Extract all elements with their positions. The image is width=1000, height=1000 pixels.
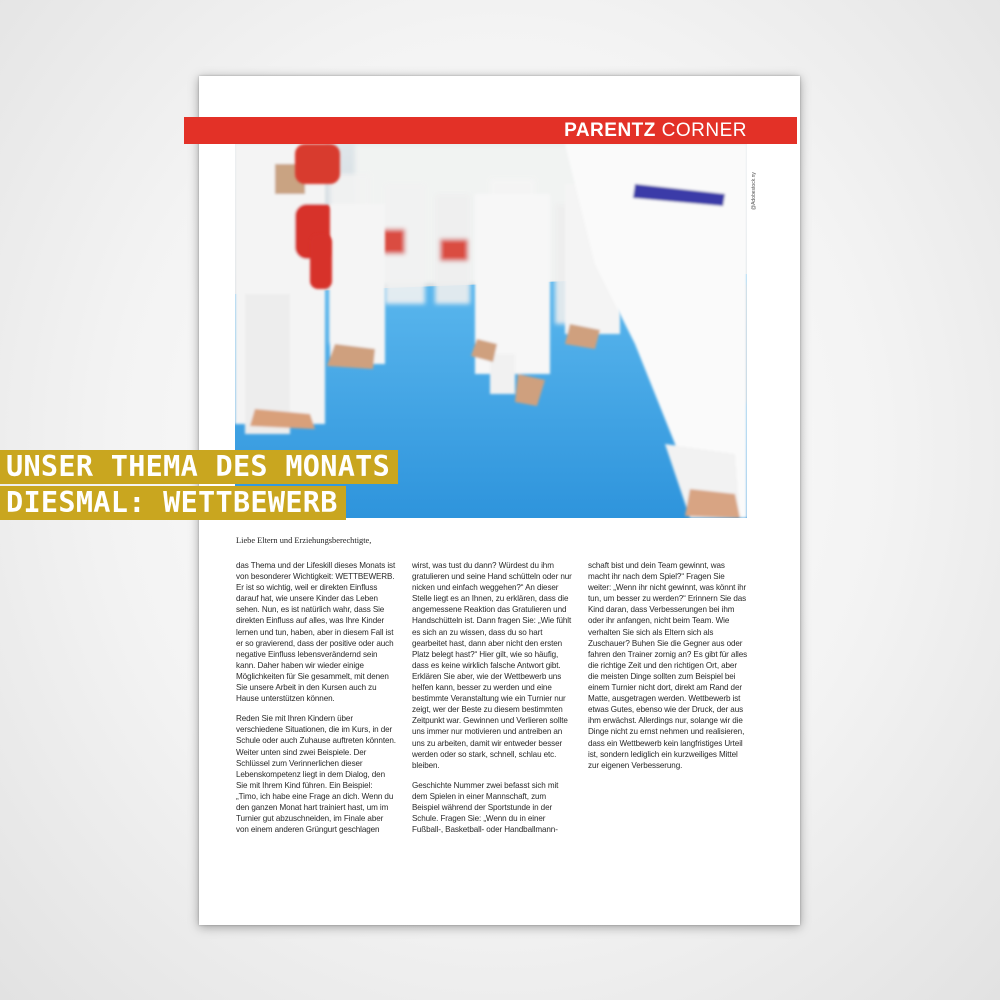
paragraph: Geschichte Nummer zwei befasst sich mit dem Spielen in einer Mannschaft, zum Beispiel während der Sportstunde in der Schule. Fragen Sie: „Wenn du in einer Fußball-, Basketball- oder Handballmann-	[412, 780, 559, 835]
paragraph: schaft bist und dein Team gewinnt, was macht ihr nach dem Spiel?“ Fragen Sie weiter: „Wenn ihr nicht gewinnt, was könnt ihr tun, um besser zu werden?“ Erinnern Sie das Kind daran, dass Verbesserungen bei ihm oder ihr anfangen, nicht beim Team. Wie verhalten Sie sich als Eltern sich als Zuschauer? Buhen Sie die Gegner aus oder fahren den Trainer zornig an? Es gibt für alles die richtige Zeit und den richtigen Ort, aber die meisten Dinge sollten zum Beispiel bei einem Turnier nicht dort, direkt am Rand der Matte, ausgetragen werden. Wettbewerb ist etwas Gutes, ebenso wie der Druck, der aus ihm erwächst. Allerdings nur, solange wir die Dinge nicht zu ernst nehmen und realisieren, dass ein Wettbewerb kein langfristiges Urteil ist, sondern lediglich ein kurzweiliges Mittel zur eigenen Verbesserung.	[588, 561, 748, 770]
paragraph: das Thema und der Lifeskill dieses Monats ist von besonderer Wichtigkeit: WETTBEWERB. Er ist so wichtig, weil er direkten Einfluss darauf hat, wie unsere Kinder das Leben sehen. Nun, es ist natürlich wahr, dass Sie direkten Einfluss auf alles, was Ihre Kinder lernen und tun, haben, aber in diesem Fall ist er so gravierend, dass der positive oder auch negative Einfluss lebensverändernd sein kann. Daher haben wir wieder einige Möglichkeiten für Sie gesammelt, mit denen Sie unsere Arbeit in den Kursen auch zu Hause unterstützen können.	[236, 561, 396, 704]
banner-title-bold: PARENTZ	[564, 120, 656, 141]
headline-line-1: UNSER THEMA DES MONATS	[0, 450, 398, 484]
banner-title-light: CORNER	[661, 120, 747, 141]
section-banner	[184, 117, 797, 144]
text-column-2	[412, 560, 572, 844]
greeting: Liebe Eltern und Erziehungsberechtigte,	[236, 536, 372, 545]
paragraph: wirst, was tust du dann? Würdest du ihm gratulieren und seine Hand schütteln oder nur nicken und einfach weggehen?“ An dieser Stelle liegt es an Ihnen, zu erklären, dass die angemessene Reaktion das Gratulieren und Handschütteln ist. Dann fragen Sie: „Wie fühlt es sich an zu wissen, dass du so hart gearbeitet hast, dann aber nicht den ersten Platz belegt hast?“ Hier gilt, wie so häufig, dass es keine wirklich falsche Antwort gibt. Erklären Sie aber, wie der Wettbewerb uns helfen kann, besser zu werden und eine bestimmte Veranstaltung wie ein Turnier nur zeigt, wer der Beste zu diesem bestimmten Zeitpunkt war. Gewinnen und Verlieren sollte uns immer nur motivieren und antreiben an uns zu arbeiten, damit wir entweder besser werden oder so stark, schnell, schlau etc. bleiben.	[412, 561, 572, 770]
text-column-3	[588, 560, 748, 780]
paragraph: Reden Sie mit Ihren Kindern über verschiedene Situationen, die im Kurs, in der Schule oder auch Zuhause auftreten könnten. Weiter unten sind zwei Beispiele. Der Schlüssel zum Verinnerlichen dieser Lebenskompetenz liegt in dem Dialog, den Sie mit Ihrem Kind führen. Ein Beispiel: „Timo, ich habe eine Frage an dich. Wenn du den ganzen Monat hart trainiert hast, um im Turnier gut abzuschneiden, im Finale aber von einem anderen Grüngurt geschlagen	[236, 714, 396, 835]
photo-credit: @Adobestock.ny	[751, 172, 757, 210]
headline-line-2: DIESMAL: WETTBEWERB	[0, 486, 346, 520]
text-column-1	[236, 560, 396, 844]
